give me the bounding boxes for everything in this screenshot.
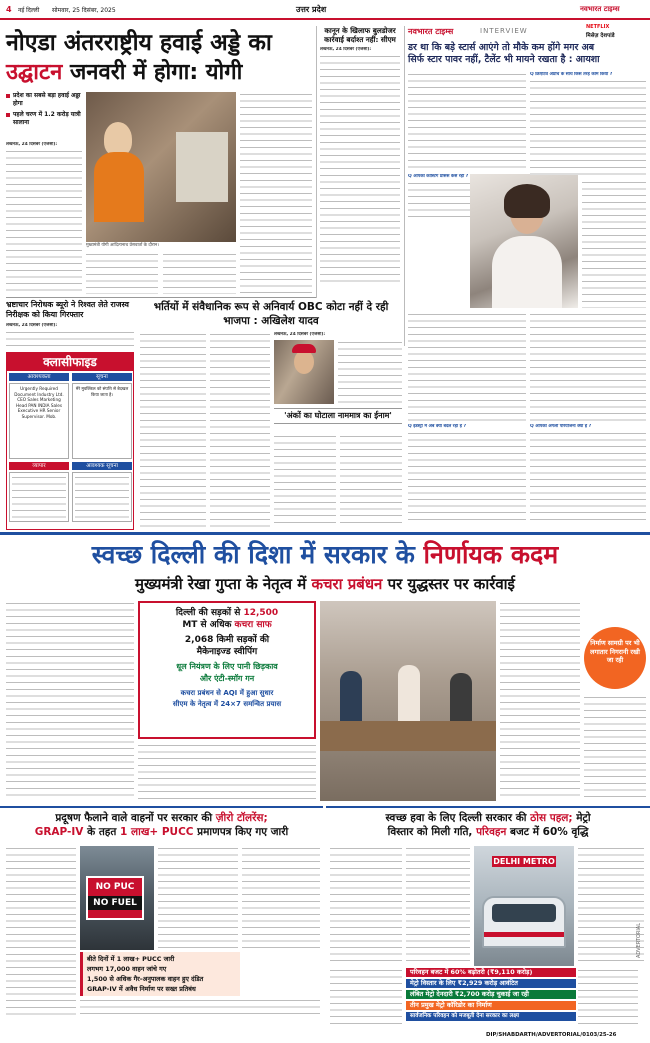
- classified-col-2: [72, 373, 132, 522]
- actress-photo: [470, 174, 578, 308]
- interview-headline: [408, 42, 646, 66]
- stat-line-green: धूल नियंत्रण के लिए पानी छिड़काव: [176, 662, 278, 671]
- vehicle-col-5: [80, 998, 320, 1020]
- banner-title-main: स्वच्छ दिल्ली की दिशा में सरकार के: [91, 540, 424, 569]
- interview-column-2: [530, 72, 646, 175]
- page-number: 4: [6, 5, 12, 14]
- stat-line-green: और एंटी-स्मॉग गन: [199, 674, 255, 683]
- noida-dateline: लखनऊ, 24 दिसंबर (एजेंसी):: [6, 142, 58, 147]
- noida-headline: [6, 28, 306, 88]
- classified-notice: मेरे मुवक्किल को संपत्ति से बेदखल किया जाता है।: [72, 383, 132, 459]
- obc-dateline: लखनऊ, 24 दिसंबर (एजेंसी):: [274, 332, 326, 337]
- obc-column-5: [340, 434, 402, 528]
- netflix-logo: NETFLIX: [586, 24, 610, 30]
- metro-photo: [474, 846, 574, 966]
- obc-column-1: [140, 332, 206, 528]
- metro-ad-subhead: [326, 825, 650, 840]
- noida-headline-line1: नोएडा अंतरराष्ट्रीय हवाई अड्डे का: [6, 30, 272, 56]
- fraud-dateline: लखनऊ, 24 दिसंबर (एजेंसी):: [6, 323, 58, 328]
- obc-callout-text: 'अंकों का घोटाला नाममात्र का ईनाम': [284, 411, 392, 420]
- vehicle-col-3: [242, 846, 320, 950]
- brand-logo: नवभारत टाइम्स: [580, 5, 620, 13]
- vehicle-col-4: [6, 952, 76, 1018]
- banner-subtitle-b: कचरा प्रबंधन: [311, 575, 383, 593]
- metro-headline-end: मेट्रो: [572, 812, 591, 824]
- banner-subtitle-a: मुख्यमंत्री रेखा गुप्ता के नेतृत्व में: [135, 575, 312, 593]
- banner-stat-box: [138, 601, 316, 739]
- fact-chip: मेट्रो विस्तार के लिए ₹2,929 करोड़ आवंटित: [406, 979, 576, 988]
- interview-tag: INTERVIEW: [480, 27, 528, 35]
- metro-logo: DELHI METRO: [493, 857, 555, 866]
- metro-train: [482, 896, 566, 948]
- fact-chip: लंबित मेट्रो देनदारी ₹2,700 करोड़ चुकाई जा रही: [406, 990, 576, 999]
- stat-line-blue: सीएम के नेतृत्व में 24×7 समन्वित प्रयास: [172, 700, 282, 708]
- sign-text: NO FUEL: [88, 896, 142, 910]
- vehicle-ad-subhead: [0, 825, 323, 840]
- masthead-city: नई दिल्ली: [18, 7, 40, 14]
- noida-body-text: [6, 149, 82, 291]
- noida-column-4: [240, 92, 312, 294]
- classified-col-1: [9, 373, 69, 522]
- interview-headline-line2: सिर्फ स्टार पावर नहीं, टैलेंट भी मायने रखता है : आयशा: [408, 54, 600, 65]
- metro-subhead-end: बजट में 60% वृद्धि: [506, 826, 589, 838]
- traffic-photo: [80, 846, 154, 950]
- banner-left-text: [6, 601, 134, 801]
- banner-badge: [584, 627, 646, 689]
- stat-highlight: 12,500: [243, 608, 279, 618]
- noida-caption: मुख्यमंत्री योगी आदित्यनाथ प्रेसवार्ता के दौरान।: [86, 243, 159, 248]
- saffron-robe: [94, 152, 144, 222]
- noida-column-1: [6, 142, 82, 294]
- stat-item: 1,500 से अधिक गैर-अनुपालक वाहन हुए दंडित: [87, 975, 204, 983]
- classified-title: क्लासीफाइड: [7, 353, 133, 371]
- metro-col-5: [578, 968, 638, 1028]
- advertorial-label: ADVERTORIAL: [636, 922, 642, 958]
- sidebar-dateline: लखनऊ, 24 दिसंबर (एजेंसी):: [320, 47, 372, 52]
- classified-notice-head: आवश्यक सूचना: [72, 462, 132, 470]
- noida-headline-rest: जनवरी में होगा: योगी: [62, 60, 243, 85]
- interview-brand: नवभारत टाइम्स: [408, 27, 454, 36]
- noida-bullet: पहले चरण में 1.2 करोड़ यात्री सालाना: [6, 111, 84, 127]
- fraud-headline: भ्रष्टाचार निरोधक ब्यूरो ने रिश्वत लेते राजस्व निरीक्षक को किया गिरफ्तार: [6, 300, 129, 319]
- background-screen: [176, 132, 228, 202]
- metro-col-1: [330, 846, 402, 966]
- stat-line: मैकेनाइज्ड स्वीपिंग: [196, 647, 258, 657]
- no-puc-sign: [86, 876, 144, 920]
- actress-dress: [492, 236, 562, 308]
- classified-ad: [9, 472, 69, 522]
- banner-right-text: [500, 601, 580, 801]
- person-figure: [104, 122, 132, 156]
- classified-col2-head: सूचना: [72, 373, 132, 381]
- sidebar-story: [320, 26, 400, 284]
- vehicle-col-1: [6, 846, 76, 950]
- classified-ad: Urgently Required Document Industry Ltd. CEO Sales Marketing Head PAN INDIA Sales Executive HR Senior Supervisor. Mob.: [9, 383, 69, 459]
- subhead-text: के तहत: [83, 826, 121, 838]
- actress-hair: [504, 184, 550, 218]
- metro-col-4: [330, 968, 402, 1028]
- noida-bullets: [6, 92, 84, 127]
- metro-headline-main: स्वच्छ हवा के लिए दिल्ली सरकार की: [385, 812, 531, 824]
- classified-col1-head: आवश्यकता: [9, 373, 69, 381]
- train-window: [492, 904, 556, 922]
- stat-item: GRAP-IV में अवैध निर्माण पर सख्त प्रतिबंध: [87, 985, 196, 993]
- ad-code: DIP/SHABDARTH/ADVERTORIAL/0103/25-26: [486, 1032, 617, 1038]
- obc-callout: [274, 408, 402, 424]
- metro-headline-highlight: ठोस पहल;: [530, 812, 573, 824]
- train-stripe: [484, 932, 564, 937]
- vehicle-ad-headline: [0, 811, 323, 825]
- noida-photo: [86, 92, 236, 242]
- subhead-text: प्रमाणपत्र किए गए जारी: [193, 826, 289, 838]
- metro-ad-headline: [326, 811, 650, 825]
- show-title: मिसेज़ देशपांडे: [586, 33, 615, 39]
- metro-subhead-highlight: परिवहन: [476, 826, 507, 838]
- sidebar-body-text: [320, 54, 400, 284]
- stat-line-blue: कचरा प्रबंधन से AQI में हुआ सुधार: [180, 689, 274, 697]
- metro-col-2: [406, 846, 470, 966]
- noida-column-3: [163, 252, 236, 294]
- interview-column-3: [582, 180, 646, 308]
- stat-item: बीते दिनों में 1 लाख+ PUCC जारी: [87, 955, 175, 963]
- vehicle-ad-headline-main: प्रदूषण फैलाने वाले वाहनों पर सरकार की: [55, 812, 216, 824]
- classified-trade-head: व्यापार: [9, 462, 69, 470]
- metro-subhead-main: विस्तार को मिली गति,: [387, 826, 477, 838]
- person-figure: [450, 673, 472, 721]
- interview-intro: [408, 72, 526, 172]
- metro-col-3: [578, 846, 644, 966]
- vehicle-stats-box: [80, 952, 240, 996]
- interview-question: Q क्रिएटिव अप्रोच के साथ किस तरह काम किया ?: [530, 72, 613, 77]
- pucc-label: 1 लाख+ PUCC: [120, 826, 194, 838]
- banner-title: [0, 539, 650, 571]
- interview-headline-line1: डर था कि बड़े स्टार्स आएंगे तो मौके कम होंगे मगर अब: [408, 42, 595, 53]
- interview-question: Q आपकी अगली परियोजना क्या है ?: [530, 424, 592, 429]
- ad-banner: [0, 532, 650, 804]
- person-figure: [398, 665, 420, 721]
- banner-right-text-2: [584, 695, 646, 801]
- sign-text: NO PUC: [95, 882, 135, 892]
- masthead: [0, 0, 650, 20]
- metro-facts: [406, 968, 576, 1023]
- stat-highlight: कचरा साफ: [234, 620, 272, 630]
- interview-question: Q इंडस्ट्री में अब क्या बदल रहा है ?: [408, 424, 467, 429]
- conference-table: [320, 721, 496, 751]
- fact-chip: तीन प्रमुख मेट्रो कॉरिडोर का निर्माण: [406, 1001, 576, 1010]
- classified-block: [6, 352, 134, 530]
- noida-bullet: प्रदेश का सबसे बड़ा हवाई अड्डा होगा: [6, 92, 84, 108]
- metro-ad: [326, 806, 650, 1043]
- banner-title-highlight: निर्णायक कदम: [423, 540, 559, 569]
- badge-text: निर्माण सामग्री पर भी लगातार निगरानी रखी जा रही: [590, 639, 640, 664]
- stat-line: MT से अधिक: [182, 620, 235, 630]
- person-figure: [340, 671, 362, 721]
- vehicle-col-2: [158, 846, 238, 950]
- stat-line: दिल्ली की सड़कों से: [175, 608, 244, 618]
- classified-notice: [72, 472, 132, 522]
- stat-line: 2,068 किमी सड़कों की: [184, 635, 270, 645]
- banner-subtitle-c: पर युद्धस्तर पर कार्रवाई: [382, 575, 515, 593]
- akhilesh-photo: [274, 340, 334, 404]
- noida-headline-highlight: उद्घाटन: [6, 60, 63, 85]
- obc-column-3: [338, 340, 402, 404]
- fact-chip: परिवहन बजट में 60% बढ़ोतरी (₹9,110 करोड़): [406, 968, 576, 977]
- meeting-photo: [320, 601, 496, 801]
- obc-headline: भर्तियों में संवैधानिक रूप से अनिवार्य OBC कोटा नहीं दे रही भाजपा : अखिलेश यादव: [153, 301, 389, 327]
- vehicle-ad-headline-highlight: ज़ीरो टॉलरेंस;: [215, 812, 268, 824]
- fact-chip: सार्वजनिक परिवहन को मजबूती देना सरकार का लक्ष्य: [406, 1012, 576, 1021]
- obc-body-top: [274, 332, 402, 338]
- banner-mid-text: [138, 743, 316, 801]
- banner-subtitle: [0, 573, 650, 595]
- interview-header: [408, 24, 646, 40]
- obc-column-4: [274, 434, 336, 528]
- interview-column-4: [408, 312, 526, 528]
- red-cap: [292, 344, 316, 353]
- obc-column-2: [210, 332, 270, 528]
- face: [294, 350, 314, 374]
- sidebar-headline: कानून के खिलाफ बुलडोजर कार्रवाई बर्दाश्त नहीं: सीएम: [324, 26, 396, 44]
- section-title: उत्तर प्रदेश: [296, 5, 327, 14]
- vehicle-ad: [0, 806, 323, 1021]
- grap-label: GRAP-IV: [34, 826, 84, 838]
- masthead-date: सोमवार, 25 दिसंबर, 2025: [52, 7, 116, 14]
- noida-column-2: [86, 252, 158, 294]
- interview-question: Q आपकी कास्टिंग प्रोसेस कैसे रही ?: [408, 174, 469, 179]
- stat-item: लगभग 17,000 वाहन जांचे गए: [87, 965, 167, 973]
- interview-column-5: [530, 312, 646, 528]
